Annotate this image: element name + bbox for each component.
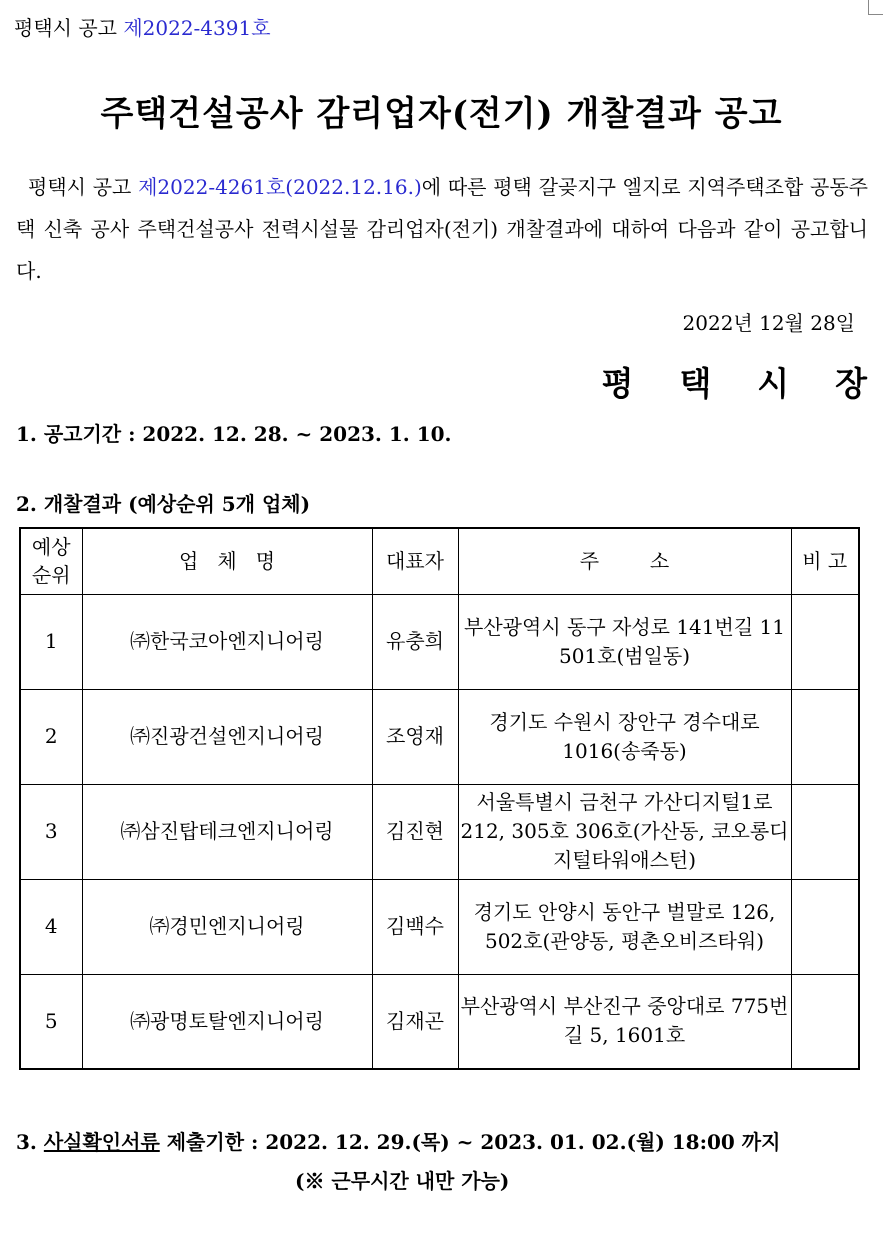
cell-representative: 유충희 [372,594,458,689]
header-rank: 예상 순위 [20,528,82,594]
section-document-deadline [16,1126,780,1155]
section-notice-period: 1. 공고기간 : 2022. 12. 28. ~ 2023. 1. 10. [16,422,452,446]
intro-reference: 제2022-4261호(2022.12.16.) [138,175,422,199]
cell-company: ㈜삼진탑테크엔지니어링 [82,784,372,879]
section3-label: 사실확인서류 [43,1130,160,1154]
notice-number-line [14,12,271,41]
cell-representative: 김진현 [372,784,458,879]
notice-number: 제2022-4391호 [123,16,271,40]
cell-rank: 2 [20,689,82,784]
cell-note [791,974,859,1069]
cell-address: 서울특별시 금천구 가산디지털1로 212, 305호 306호(가산동, 코오롱디지털타워애스턴) [458,784,791,879]
page-corner-mark [868,0,883,15]
cell-company: ㈜진광건설엔지니어링 [82,689,372,784]
header-company: 업 체 명 [82,528,372,594]
section-results-heading: 2. 개찰결과 (예상순위 5개 업체) [16,492,311,516]
header-note: 비 고 [791,528,859,594]
section3-number: 3. [16,1130,44,1154]
cell-representative: 조영재 [372,689,458,784]
table-row [20,594,859,689]
notice-date: 2022년 12월 28일 [682,311,855,335]
cell-note [791,879,859,974]
cell-rank: 4 [20,879,82,974]
table-row [20,784,859,879]
cell-representative: 김백수 [372,879,458,974]
cell-address: 경기도 수원시 장안구 경수대로 1016(송죽동) [458,689,791,784]
cell-note [791,784,859,879]
cell-company: ㈜광명토탈엔지니어링 [82,974,372,1069]
cell-address: 부산광역시 부산진구 중앙대로 775번길 5, 1601호 [458,974,791,1069]
cell-rank: 1 [20,594,82,689]
office-hours-note: (※ 근무시간 내만 가능) [295,1169,510,1193]
intro-text-2: 에 따른 평택 갈곶지구 엘지로 지역주택조합 공동주택 신축 공사 주택건설공사 전력시설물 감리업자(전기) 개찰결과에 대하여 다음과 같이 공고합니다. [16,175,868,283]
cell-rank: 5 [20,974,82,1069]
table-row [20,689,859,784]
notice-prefix: 평택시 공고 [14,16,117,40]
issuer-signature: 평 택 시 장 [601,364,867,403]
table-row [20,879,859,974]
results-table [19,527,860,1070]
header-address: 주 소 [458,528,791,594]
cell-note [791,689,859,784]
cell-company: ㈜경민엔지니어링 [82,879,372,974]
document-title: 주택건설공사 감리업자(전기) 개찰결과 공고 [100,94,783,134]
cell-rank: 3 [20,784,82,879]
cell-address: 경기도 안양시 동안구 벌말로 126, 502호(관양동, 평촌오비즈타워) [458,879,791,974]
cell-address: 부산광역시 동구 자성로 141번길 11 501호(범일동) [458,594,791,689]
intro-text-1: 평택시 공고 [28,175,139,199]
section3-text: 제출기한 : 2022. 12. 29.(목) ~ 2023. 01. 02.(월) 18:00 까지 [159,1130,781,1154]
intro-paragraph [16,166,868,292]
header-representative: 대표자 [372,528,458,594]
table-header-row [20,528,859,594]
cell-representative: 김재곤 [372,974,458,1069]
cell-company: ㈜한국코아엔지니어링 [82,594,372,689]
table-row [20,974,859,1069]
cell-note [791,594,859,689]
